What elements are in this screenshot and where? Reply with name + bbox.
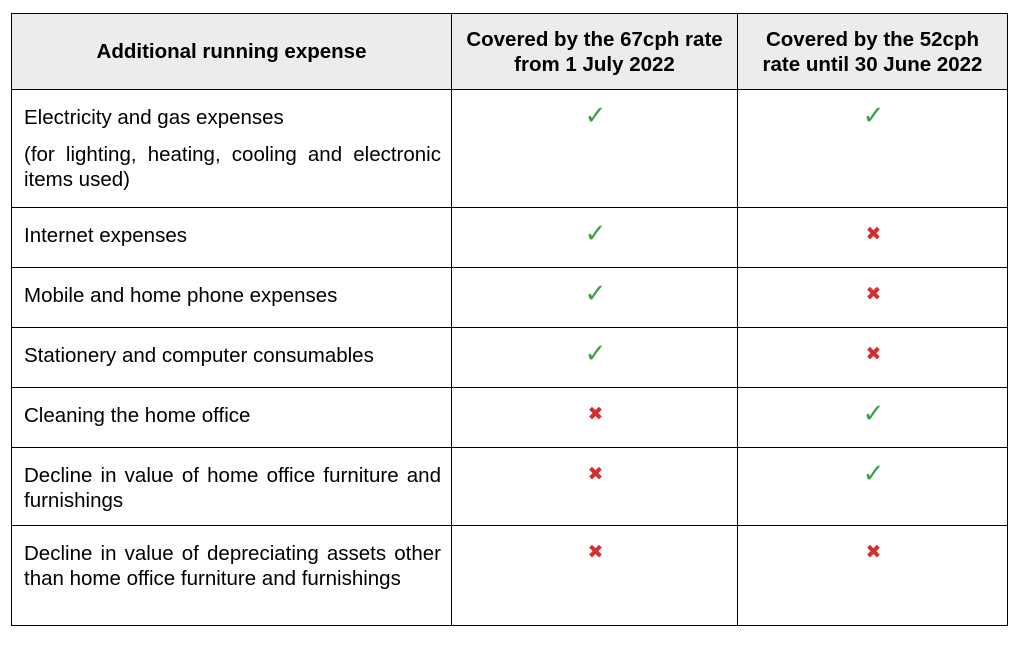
cross-icon: ✖: [865, 343, 882, 365]
expense-cell: [12, 526, 452, 626]
table-row: [12, 268, 1008, 328]
rate-67cph-cell: [452, 448, 738, 526]
check-icon: ✓: [584, 219, 607, 249]
header-row: [12, 14, 1008, 90]
expense-coverage-table: [11, 13, 1008, 626]
rate-52cph-cell: [738, 208, 1008, 268]
expense-note: (for lighting, heating, cooling and electronic items used): [24, 143, 441, 191]
check-icon: ✓: [862, 101, 885, 131]
check-icon: ✓: [584, 339, 607, 369]
check-icon: ✓: [584, 101, 607, 131]
rate-67cph-cell: [452, 90, 738, 208]
expense-cell: [12, 448, 452, 526]
cross-icon: ✖: [865, 223, 882, 245]
check-icon: ✓: [862, 399, 885, 429]
table-row: [12, 526, 1008, 626]
expense-cell: [12, 90, 452, 208]
expense-cell: [12, 268, 452, 328]
rate-67cph-cell: [452, 208, 738, 268]
cross-icon: ✖: [587, 541, 604, 563]
rate-52cph-cell: [738, 388, 1008, 448]
header-expense: Additional running expense: [12, 14, 452, 90]
expense-label: Stationery and computer consumables: [24, 344, 374, 367]
table-row: [12, 328, 1008, 388]
expense-label: Electricity and gas expenses: [24, 106, 284, 129]
rate-67cph-cell: [452, 388, 738, 448]
cross-icon: ✖: [587, 463, 604, 485]
cross-icon: ✖: [587, 403, 604, 425]
rate-52cph-cell: [738, 448, 1008, 526]
rate-52cph-cell: [738, 90, 1008, 208]
rate-52cph-cell: [738, 328, 1008, 388]
header-52cph-rate: Covered by the 52cph rate until 30 June 2022: [738, 14, 1008, 90]
expense-cell: [12, 208, 452, 268]
rate-52cph-cell: [738, 526, 1008, 626]
expense-cell: [12, 388, 452, 448]
cross-icon: ✖: [865, 541, 882, 563]
table-row: [12, 448, 1008, 526]
expense-label: Decline in value of depreciating assets other than home office furniture and furnishings: [24, 542, 441, 590]
expense-table-container: [11, 13, 1007, 626]
table-row: [12, 388, 1008, 448]
check-icon: ✓: [584, 279, 607, 309]
header-67cph-rate: Covered by the 67cph rate from 1 July 2022: [452, 14, 738, 90]
expense-label: Internet expenses: [24, 224, 187, 247]
rate-67cph-cell: [452, 526, 738, 626]
expense-cell: [12, 328, 452, 388]
table-row: [12, 208, 1008, 268]
rate-67cph-cell: [452, 328, 738, 388]
table-row: [12, 90, 1008, 208]
check-icon: ✓: [862, 459, 885, 489]
expense-label: Decline in value of home office furniture and furnishings: [24, 464, 441, 512]
rate-67cph-cell: [452, 268, 738, 328]
expense-label: Mobile and home phone expenses: [24, 284, 338, 307]
rate-52cph-cell: [738, 268, 1008, 328]
table-body: [12, 90, 1008, 626]
expense-label: Cleaning the home office: [24, 404, 251, 427]
cross-icon: ✖: [865, 283, 882, 305]
